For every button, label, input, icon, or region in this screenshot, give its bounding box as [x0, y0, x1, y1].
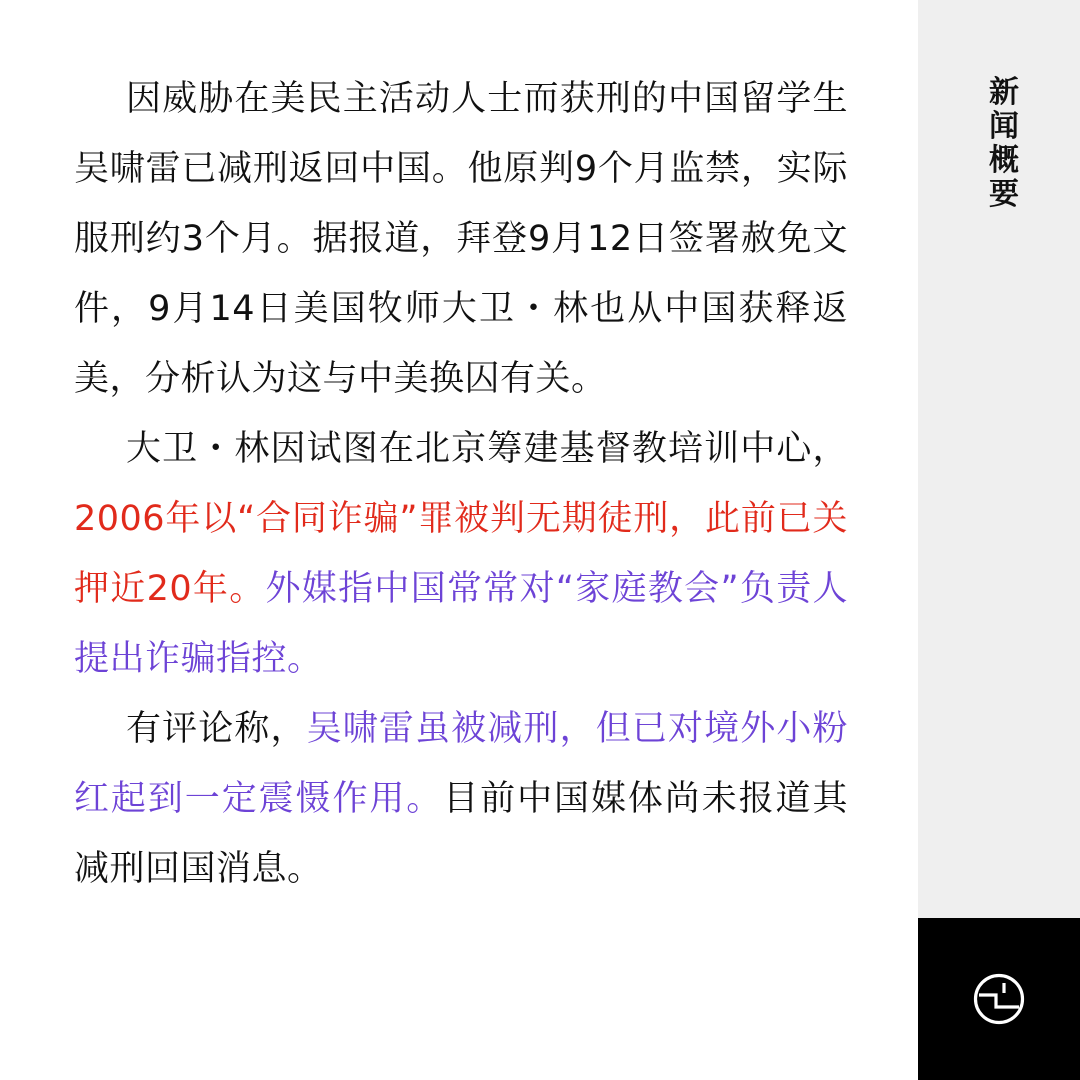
paragraph-2-text-intro: 大卫・林因试图在北京筹建基督教培训中心，: [126, 429, 848, 469]
paragraph-3-highlight-purple: 吴啸雷虽被减刑，但已对境外小粉红起到一定震慑作用。: [74, 709, 848, 819]
paragraph-3-text-outro: 目前中国媒体尚未报道其减刑回国消息。: [74, 779, 848, 889]
sidebar-section-label: 新闻概要: [989, 75, 1019, 212]
paragraph-2-highlight-purple: 外媒指中国常常对“家庭教会”负责人提出诈骗指控。: [74, 569, 848, 679]
paragraph-1-text: 因威胁在美民主活动人士而获刑的中国留学生吴啸雷已减刑返回中国。他原判9个月监禁，实际服刑约3个月。据报道，拜登9月12日签署赦免文件，9月14日美国牧师大卫・林也从中国获释返美，分析认为这与中美换囚有关。: [74, 79, 848, 399]
circle-logo-icon: [973, 973, 1025, 1025]
article-body: [74, 64, 848, 904]
paragraph-2-highlight-red: 2006年以“合同诈骗”罪被判无期徒刑，此前已关押近20年。: [74, 499, 848, 609]
paragraph-2: [74, 414, 848, 694]
logo-box: [918, 918, 1080, 1080]
paragraph-3-text-intro: 有评论称，: [126, 709, 307, 749]
sidebar: [918, 0, 1080, 918]
paragraph-1: [74, 64, 848, 414]
paragraph-3: [74, 694, 848, 904]
